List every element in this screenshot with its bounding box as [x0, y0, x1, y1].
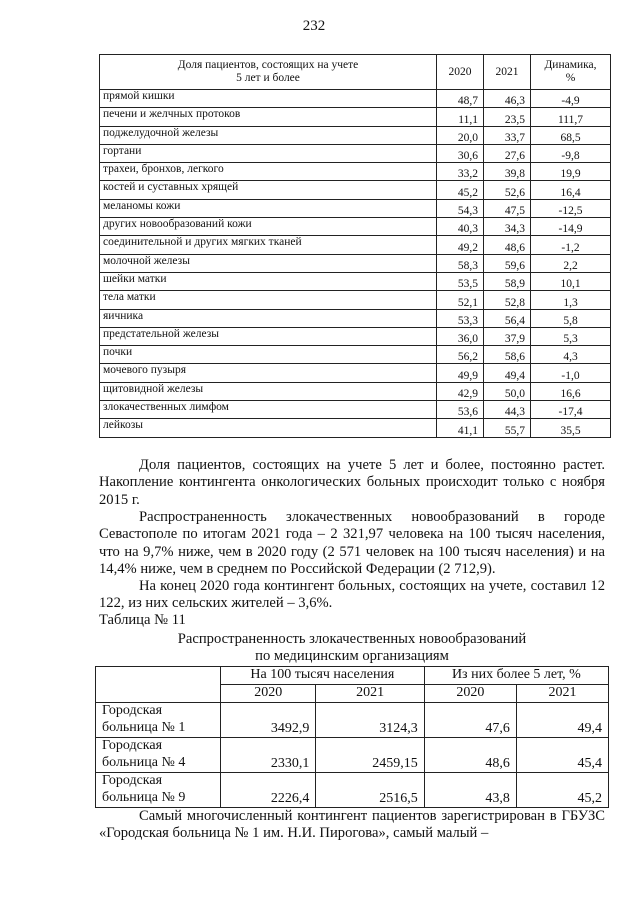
value-dynamics: 5,8: [531, 309, 611, 327]
value-2020: 48,7: [437, 90, 484, 108]
value-2020: 53,3: [437, 309, 484, 327]
value-dynamics: -12,5: [531, 199, 611, 217]
row-label: шейки матки: [100, 272, 437, 290]
table-row: [100, 218, 611, 236]
row-label: трахеи, бронхов, легкого: [100, 163, 437, 181]
value-2021: 49,4: [484, 364, 531, 382]
value-dynamics: -14,9: [531, 218, 611, 236]
header-dynamics: Динамика, %: [531, 55, 611, 90]
value-2020: 11,1: [437, 108, 484, 126]
over-5-years-2020: 43,8: [424, 773, 516, 808]
value-dynamics: 16,4: [531, 181, 611, 199]
row-label: злокачественных лимфом: [100, 401, 437, 419]
value-2021: 50,0: [484, 382, 531, 400]
per-100k-2020: 2330,1: [221, 738, 316, 773]
value-dynamics: 4,3: [531, 346, 611, 364]
per-100k-2021: 2459,15: [316, 738, 424, 773]
value-dynamics: -17,4: [531, 401, 611, 419]
paragraph-growth: Доля пациентов, состоящих на учете 5 лет и более, постоянно растет. Накопление контингента онкологических больных происходит только с ноября 2015 г.: [99, 457, 605, 508]
table-row: [100, 272, 611, 290]
table-row: [100, 163, 611, 181]
header-year: 2020: [424, 685, 516, 703]
value-2021: 58,9: [484, 272, 531, 290]
value-dynamics: 5,3: [531, 327, 611, 345]
header-year: 2021: [516, 685, 608, 703]
value-2020: 20,0: [437, 126, 484, 144]
header-year: 2020: [221, 685, 316, 703]
row-label: соединительной и других мягких тканей: [100, 236, 437, 254]
table-row: [100, 236, 611, 254]
table-row: [100, 90, 611, 108]
row-label: прямой кишки: [100, 90, 437, 108]
value-dynamics: -4,9: [531, 90, 611, 108]
value-2020: 33,2: [437, 163, 484, 181]
value-2021: 44,3: [484, 401, 531, 419]
row-label: костей и суставных хрящей: [100, 181, 437, 199]
value-dynamics: 35,5: [531, 419, 611, 437]
per-100k-2020: 2226,4: [221, 773, 316, 808]
header-per-100k: На 100 тысяч населения: [221, 667, 425, 685]
value-dynamics: 1,3: [531, 291, 611, 309]
table-row: [100, 382, 611, 400]
table-row: [100, 309, 611, 327]
per-100k-2021: 3124,3: [316, 703, 424, 738]
table-caption-line2: по медицинским организациям: [255, 648, 449, 664]
value-2020: 30,6: [437, 144, 484, 162]
table-row: [100, 291, 611, 309]
table-row: [100, 346, 611, 364]
table-header-row: [96, 667, 609, 685]
table-row: [100, 419, 611, 437]
header-year-2020: 2020: [437, 55, 484, 90]
table-row: [100, 254, 611, 272]
value-2020: 40,3: [437, 218, 484, 236]
header-empty-cell: [96, 667, 221, 703]
value-2020: 52,1: [437, 291, 484, 309]
table-header-row: [100, 55, 611, 90]
over-5-years-2020: 48,6: [424, 738, 516, 773]
value-2021: 55,7: [484, 419, 531, 437]
table-row: [100, 364, 611, 382]
row-label: молочной железы: [100, 254, 437, 272]
value-2021: 52,8: [484, 291, 531, 309]
value-2021: 37,9: [484, 327, 531, 345]
page-number: 232: [302, 18, 326, 34]
table-row: [100, 144, 611, 162]
value-dynamics: -9,8: [531, 144, 611, 162]
header-year-2021: 2021: [484, 55, 531, 90]
value-2021: 48,6: [484, 236, 531, 254]
value-dynamics: -1,0: [531, 364, 611, 382]
value-2021: 56,4: [484, 309, 531, 327]
table-row: [100, 401, 611, 419]
value-2021: 46,3: [484, 90, 531, 108]
row-label: печени и желчных протоков: [100, 108, 437, 126]
value-dynamics: 10,1: [531, 272, 611, 290]
row-label: тела матки: [100, 291, 437, 309]
value-2020: 36,0: [437, 327, 484, 345]
value-2020: 58,3: [437, 254, 484, 272]
table-row: [100, 126, 611, 144]
table-row: [96, 773, 609, 808]
patients-5-years-table: [99, 54, 611, 438]
row-label: щитовидной железы: [100, 382, 437, 400]
row-label: яичника: [100, 309, 437, 327]
paragraph-prevalence: Распространенность злокачественных новообразований в городе Севастополе по итогам 2021 года – 2 321,97 человека на 100 тысяч населения, что на 9,7% ниже, чем в 2020 году (2 571 человек на 100 тысяч населения) и на 14,4% ниже, чем в среднем по Российской Федерации (2 712,9).: [99, 509, 605, 577]
table-row: [96, 703, 609, 738]
organization-name: Городская больница № 9: [96, 773, 221, 808]
table-number-label: Таблица № 11: [99, 612, 186, 628]
value-2021: 34,3: [484, 218, 531, 236]
row-label: мочевого пузыря: [100, 364, 437, 382]
organization-name: Городская больница № 1: [96, 703, 221, 738]
value-dynamics: 68,5: [531, 126, 611, 144]
value-2021: 23,5: [484, 108, 531, 126]
value-2021: 52,6: [484, 181, 531, 199]
table-row: [96, 738, 609, 773]
value-dynamics: 111,7: [531, 108, 611, 126]
value-2020: 49,2: [437, 236, 484, 254]
prevalence-by-organization-table: [95, 666, 609, 808]
row-label: почки: [100, 346, 437, 364]
paragraph-contingent: На конец 2020 года контингент больных, состоящих на учете, составил 12 122, из них сельских жителей – 3,6%.: [99, 578, 605, 612]
value-dynamics: 2,2: [531, 254, 611, 272]
per-100k-2021: 2516,5: [316, 773, 424, 808]
over-5-years-2020: 47,6: [424, 703, 516, 738]
row-label: лейкозы: [100, 419, 437, 437]
value-2020: 45,2: [437, 181, 484, 199]
header-over-5-years: Из них более 5 лет, %: [424, 667, 608, 685]
value-2020: 53,6: [437, 401, 484, 419]
value-dynamics: -1,2: [531, 236, 611, 254]
value-2021: 59,6: [484, 254, 531, 272]
value-2020: 42,9: [437, 382, 484, 400]
value-2020: 53,5: [437, 272, 484, 290]
over-5-years-2021: 49,4: [516, 703, 608, 738]
row-label: предстательной железы: [100, 327, 437, 345]
row-label: меланомы кожи: [100, 199, 437, 217]
header-year: 2021: [316, 685, 424, 703]
value-2020: 49,9: [437, 364, 484, 382]
table-row: [100, 108, 611, 126]
header-label: Доля пациентов, состоящих на учете 5 лет и более: [100, 55, 437, 90]
table-row: [100, 199, 611, 217]
value-2020: 56,2: [437, 346, 484, 364]
table-row: [100, 181, 611, 199]
value-2021: 39,8: [484, 163, 531, 181]
value-2021: 27,6: [484, 144, 531, 162]
paragraph-largest-contingent: Самый многочисленный контингент пациентов зарегистрирован в ГБУЗС «Городская больница № 1 им. Н.И. Пирогова», самый малый –: [99, 808, 605, 842]
over-5-years-2021: 45,4: [516, 738, 608, 773]
table-row: [100, 327, 611, 345]
table-caption-line1: Распространенность злокачественных новообразований: [177, 631, 527, 647]
row-label: поджелудочной железы: [100, 126, 437, 144]
per-100k-2020: 3492,9: [221, 703, 316, 738]
row-label: других новообразований кожи: [100, 218, 437, 236]
value-dynamics: 16,6: [531, 382, 611, 400]
value-2021: 47,5: [484, 199, 531, 217]
value-2021: 33,7: [484, 126, 531, 144]
organization-name: Городская больница № 4: [96, 738, 221, 773]
value-2020: 54,3: [437, 199, 484, 217]
value-2021: 58,6: [484, 346, 531, 364]
row-label: гортани: [100, 144, 437, 162]
value-2020: 41,1: [437, 419, 484, 437]
value-dynamics: 19,9: [531, 163, 611, 181]
over-5-years-2021: 45,2: [516, 773, 608, 808]
